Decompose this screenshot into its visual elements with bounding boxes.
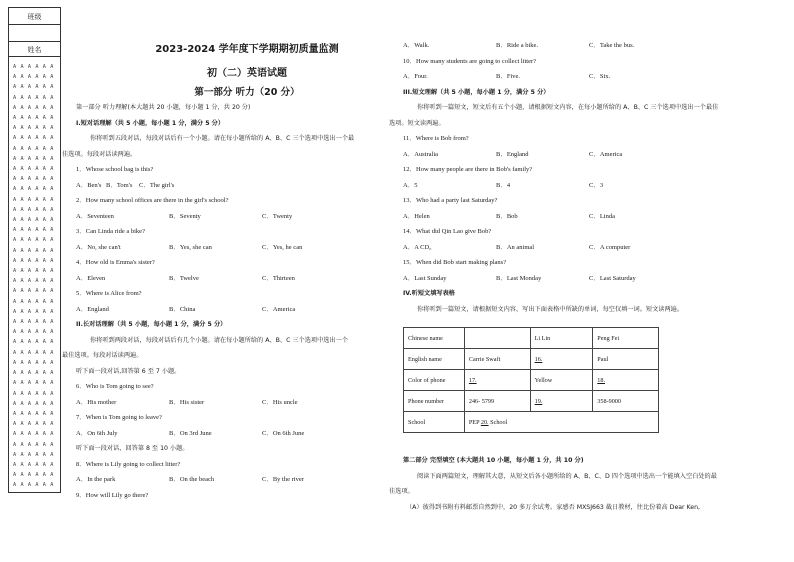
question-6-options: [76, 395, 394, 411]
question-1: 1．Whose school bag is this?: [76, 166, 154, 173]
blank-18[interactable]: 18.: [593, 370, 659, 391]
section-intro: 第一部分 听力理解(本大题共 20 小题，每小题 1 分，共 20 分): [76, 104, 251, 111]
table-cell: Chinese name: [404, 328, 465, 349]
question-15: 15．When did Bob start making plans?: [403, 259, 507, 266]
blank-20[interactable]: 20.: [480, 418, 489, 426]
exam-subtitle: 初（二）英语试题: [207, 68, 287, 79]
question-10: 10．How many students are going to collect litter?: [403, 57, 537, 65]
option[interactable]: A．England: [76, 305, 109, 313]
table-cell: Li Lin: [530, 328, 593, 349]
binding-strip: [8, 7, 61, 493]
part4-instructions: 你将听到一篇短文，请根据短文内容，写出下面表格中所缺的单词，每空仅填一词。短文读两遍。: [417, 305, 684, 313]
part3-instructions-b: 选项。短文读两遍。: [389, 119, 445, 127]
question-15-options: [403, 271, 786, 287]
option[interactable]: C．Take the bus.: [589, 42, 635, 49]
table-row: [404, 328, 659, 349]
part-one-title: 第一部分 听力（20 分）: [194, 87, 300, 98]
question-9: 9．How will Lily go there?: [76, 491, 149, 499]
question-5: 5．Where is Alice from?: [76, 290, 142, 297]
question-8: 8．Where is Lily going to collect litter?: [76, 460, 181, 468]
dialog2-note: 听下面一段对话，回答第 8 至 10 小题。: [76, 445, 189, 452]
option[interactable]: B．Tom's: [106, 181, 133, 189]
table-row: [404, 412, 659, 433]
option[interactable]: C．Six.: [589, 73, 611, 80]
table-cell: Carrie Swaft: [464, 349, 530, 370]
option[interactable]: A．5: [403, 181, 418, 189]
option[interactable]: C．Linda: [589, 212, 615, 220]
part2-instructions-a: 你将听到两段对话，每段对话后有几个小题。请在每小题所给的 A、B、C 三个选项中选出一个: [90, 336, 349, 344]
part5-instructions-b: 佳选项。: [389, 488, 414, 495]
part5-heading: 第二部分 完型填空 (本大题共 10 小题，每小题 1 分，共 10 分): [403, 457, 584, 464]
question-12: 12．How many people are there in Bob's family?: [403, 166, 533, 173]
option[interactable]: C．America: [262, 305, 296, 313]
part1-instructions: [62, 131, 394, 162]
table-row: [404, 370, 659, 391]
question-6: 6．Who is Tom going to see?: [76, 383, 154, 390]
option[interactable]: A．No, she can't: [76, 243, 121, 251]
part2-instructions: [62, 333, 394, 364]
option[interactable]: A．Helen: [403, 212, 430, 220]
part1-instructions-a: 你将听到五段对话，每段对话后有一个小题。请在每小题所给的 A、B、C 三个选项中选出一个最: [90, 135, 355, 142]
table-cell: [464, 328, 530, 349]
part3-instructions: [389, 100, 786, 131]
part1-instructions-b: 佳选项。每段对话读两遍。: [62, 150, 137, 158]
table-cell: 358-9000: [593, 391, 659, 412]
question-12-options: [403, 178, 786, 194]
info-table: [403, 327, 659, 433]
part3-heading: III.短文理解（共 5 小题，每小题 1 分，满分 5 分）: [403, 88, 550, 96]
table-cell: English name: [404, 349, 465, 370]
option[interactable]: C．Thirteen: [262, 274, 295, 282]
question-2-options: [76, 209, 394, 225]
table-cell: Peng Fei: [593, 328, 659, 349]
option[interactable]: A．Seventeen: [76, 212, 114, 220]
table-cell: School: [404, 412, 465, 433]
question-13-options: [403, 209, 786, 225]
table-cell-school: [464, 412, 658, 433]
class-label: 班级: [9, 9, 60, 25]
part4-heading: IV.听短文填写表格: [403, 290, 455, 297]
question-1-options: [76, 178, 394, 194]
table-row: [404, 391, 659, 412]
question-5-options: [76, 302, 394, 318]
option[interactable]: A．In the park: [76, 476, 116, 483]
part2-instructions-b: 最佳选项。每段对话读两遍。: [62, 352, 143, 359]
table-cell: Yellow: [530, 370, 593, 391]
option[interactable]: C．3: [589, 181, 604, 189]
option[interactable]: A．Eleven: [76, 274, 106, 282]
exam-title: 2023-2024 学年度下学期期初质量监测: [155, 44, 339, 55]
table-cell: Phone number: [404, 391, 465, 412]
part2-heading: II.长对话理解（共 5 小题，每小题 1 分，满分 5 分）: [76, 321, 227, 328]
option[interactable]: B．4: [496, 181, 511, 189]
question-10-options: [403, 69, 786, 85]
option[interactable]: A．Ben's: [76, 181, 102, 189]
option[interactable]: C．A computer: [589, 243, 631, 251]
question-4: 4．How old is Emma's sister?: [76, 259, 155, 266]
option[interactable]: C．By the river: [262, 476, 304, 483]
class-blank[interactable]: [9, 25, 60, 41]
question-2: 2．How many school offices are there in the girl's school?: [76, 197, 229, 204]
question-3: 3．Can Linda ride a bike?: [76, 228, 145, 235]
question-14-options: [403, 240, 786, 256]
part5-instructions: [389, 469, 786, 500]
table-cell: Color of phone: [404, 370, 465, 391]
option[interactable]: A．Australia: [403, 150, 439, 158]
question-11-options: [403, 147, 786, 163]
option[interactable]: B．China: [169, 305, 196, 313]
question-8-options: [76, 472, 394, 488]
option[interactable]: A．Last Sunday: [403, 274, 447, 282]
question-13: 13．Who had a party last Saturday?: [403, 197, 498, 204]
question-7: 7．When is Tom going to leave?: [76, 414, 162, 421]
question-4-options: [76, 271, 394, 287]
option[interactable]: C．Last Saturday: [589, 274, 636, 282]
question-14: 14．What did Qin Lao give Bob?: [403, 228, 492, 235]
option[interactable]: C．His uncle: [262, 398, 298, 406]
dialog1-note: 听下面一段对话,回答第 6 至 7 小题。: [76, 367, 181, 375]
part1-heading: I.短对话理解（共 5 小题，每小题 1 分，满分 5 分）: [76, 119, 225, 127]
option[interactable]: C．Yes, he can: [262, 243, 303, 251]
option[interactable]: C．On 6th June: [262, 429, 305, 437]
option[interactable]: A．On 6th July: [76, 429, 118, 437]
option[interactable]: B．Seventy: [169, 212, 201, 220]
option[interactable]: A．Walk.: [403, 42, 430, 49]
option[interactable]: A．Four.: [403, 73, 428, 80]
option[interactable]: B．Yes, she can: [169, 243, 212, 251]
name-label: 姓名: [9, 41, 60, 57]
option[interactable]: C．Twenty: [262, 212, 293, 220]
option[interactable]: B．His sister: [169, 398, 205, 406]
left-column: [62, 40, 394, 555]
binding-dots: A A A A A A A A A A A A A A A A A A A A A A A A A A A A A A A A A A A A A A A A A A A A A A A A A A A A A A A A A A A A A A A A A A A A A A A A A A A A A A A A A A A A A A A A A A A A A A A A A A A A A A A A A A A A A A A A A A A A A A A A A A A A A A A A A A A A A A A A A A A A A A A A A A A A A A A A A A A A A A A A A A A A A A A A A A A A A A A A A A A A A A A A A A A A A A A A A A A A A A A A A A A A A A A A A A A A A A A A A A A A A A A A A A A A A A A A A A A A A A A A A A A A A A A A A A A A: [13, 64, 54, 489]
table-row: [404, 349, 659, 370]
table-cell: 246- 5799: [464, 391, 530, 412]
option[interactable]: B．On 3rd June: [169, 429, 212, 437]
blank-16[interactable]: 16.: [530, 349, 593, 370]
school-prefix: PEP: [468, 418, 481, 426]
question-9-options: [403, 38, 786, 54]
option[interactable]: A．A CD。: [403, 243, 436, 251]
right-column: [389, 38, 786, 558]
blank-19[interactable]: 19.: [530, 391, 593, 412]
part3-instructions-a: 你将听到一篇短文，短文后有五个小题，请根据短文内容，在每小题所给的 A、B、C 三个选项中选出一个最佳: [417, 104, 719, 111]
part5-instructions-a: 阅读下面两篇短文，理解其大意，从短文后各小题所给的 A、B、C、D 四个选项中选出一个能填入空白处的最: [417, 472, 717, 480]
option[interactable]: A．His mother: [76, 398, 117, 406]
table-cell: Paul: [593, 349, 659, 370]
school-suffix: School: [490, 418, 508, 426]
option[interactable]: B．Five.: [496, 73, 521, 80]
question-7-options: [76, 426, 394, 442]
passage-a-intro: （A）彼得到书附有料邮票自然到中，20 多万余试考。家感否 MXSJ663 截日教材，往比份着高 Dear Ken,: [406, 503, 700, 511]
option[interactable]: C．America: [589, 150, 623, 158]
option[interactable]: B．Bob: [496, 212, 518, 220]
option[interactable]: B．England: [496, 150, 529, 158]
question-3-options: [76, 240, 394, 256]
option[interactable]: B．An animal: [496, 243, 535, 251]
question-11: 11．Where is Bob from?: [403, 135, 469, 142]
option[interactable]: C．The girl's: [139, 181, 175, 189]
option[interactable]: B．Twelve: [169, 274, 199, 282]
option[interactable]: B．On the beach: [169, 476, 215, 483]
blank-17[interactable]: 17.: [464, 370, 530, 391]
option[interactable]: B．Last Monday: [496, 274, 542, 282]
option[interactable]: B．Ride a bike.: [496, 42, 539, 49]
